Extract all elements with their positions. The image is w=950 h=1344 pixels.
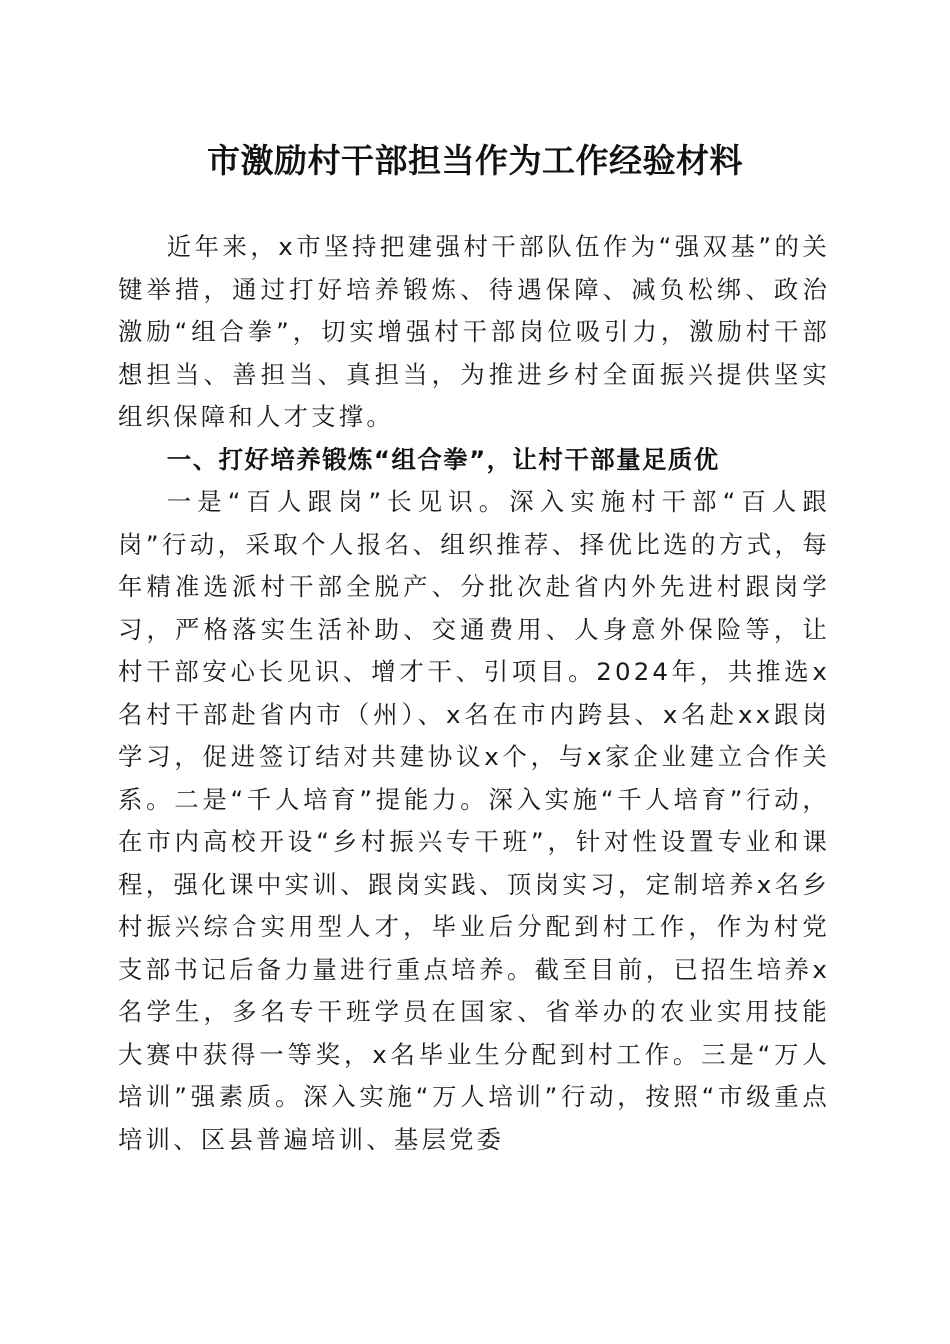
section-1-paragraph: 一是“百人跟岗”长见识。深入实施村干部“百人跟岗”行动，采取个人报名、组织推荐、择优比选的方式，每年精准选派村干部全脱产、分批次赴省内外先进村跟岗学习，严格落实生活补助、交通费用、人身意外保险等，让村干部安心长见识、增才干、引项目。2024年，共推选x名村干部赴省内市（州）、x名在市内跨县、x名赴xx跟岗学习，促进签订结对共建协议x个，与x家企业建立合作关系。二是“千人培育”提能力。深入实施“千人培育”行动，在市内高校开设“乡村振兴专干班”，针对性设置专业和课程，强化课中实训、跟岗实践、顶岗实习，定制培养x名乡村振兴综合实用型人才，毕业后分配到村工作，作为村党支部书记后备力量进行重点培养。截至目前，已招生培养x名学生，多名专干班学员在国家、省举办的农业实用技能大赛中获得一等奖，x名毕业生分配到村工作。三是“万人培训”强素质。深入实施“万人培训”行动，按照“市级重点培训、区县普遍培训、基层党委 [118, 487, 830, 1154]
document-title: 市激励村干部担当作为工作经验材料 [207, 141, 743, 180]
document-body [118, 226, 830, 1161]
section-heading-1: 一、打好培养锻炼“组合拳”，让村干部量足质优 [166, 444, 720, 474]
intro-paragraph: 近年来，x市坚持把建强村干部队伍作为“强双基”的关键举措，通过打好培养锻炼、待遇保障、减负松绑、政治激励“组合拳”，切实增强村干部岗位吸引力，激励村干部想担当、善担当、真担当，为推进乡村全面振兴提供坚实组织保障和人才支撑。 [118, 232, 830, 431]
